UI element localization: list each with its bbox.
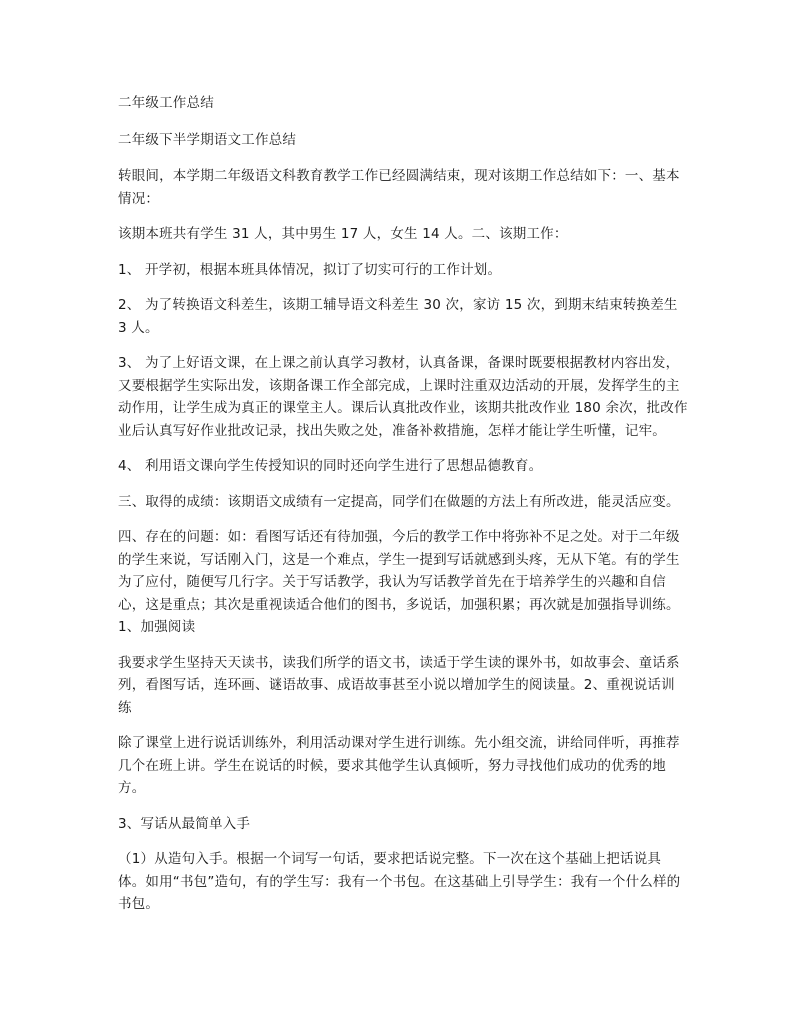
paragraph-item-1: 1、 开学初，根据本班具体情况，拟订了切实可行的工作计划。 (118, 261, 502, 278)
paragraph-speaking: 除了课堂上进行说话训练外，利用活动课对学生进行训练。先小组交流，讲给同伴听，再推荐几个在班上讲。学生在说话的时候，要求其他学生认真倾听，努力寻找他们成功的优秀的地方。 (118, 735, 680, 796)
paragraph-writing-heading: 3、写话从最简单入手 (118, 815, 251, 832)
document-subtitle: 二年级下半学期语文工作总结 (118, 131, 297, 148)
paragraph-item-4: 4、 利用语文课向学生传授知识的同时还向学生进行了思想品德教育。 (118, 458, 543, 474)
paragraph-problems: 四、存在的问题：如：看图写话还有待加强，今后的教学工作中将弥补不足之处。对于二年级的学生来说，写话刚入门，这是一个难点，学生一提到写话就感到头疼，无从下笔。有的学生为了应付，随便写几行字。关于写话教学，我认为写话教学首先在于培养学生的兴趣和自信心，这是重点；其次是重视读适合他们的图书，多说话，加强积累；再次就是加强指导训练。1、加强阅读 (118, 529, 680, 635)
paragraph-sentence-making: （1）从造句入手。根据一个词写一句话，要求把话说完整。下一次在这个基础上把话说具体。如用“书包”造句，有的学生写：我有一个书包。在这基础上引导学生：我有一个什么样的书包。 (118, 851, 681, 912)
paragraph-intro: 转眼间，本学期二年级语文科教育教学工作已经圆满结束，现对该期工作总结如下：一、基本情况： (118, 168, 680, 207)
paragraph-achievements: 三、取得的成绩：该期语文成绩有一定提高，同学们在做题的方法上有所改进，能灵活应变。 (118, 493, 680, 510)
paragraph-class-info: 该期本班共有学生 31 人，其中男生 17 人，女生 14 人。二、该期工作： (118, 226, 568, 242)
paragraph-reading: 我要求学生坚持天天读书，读我们所学的语文书，读适于学生读的课外书，如故事会、童话系列，看图写话，连环画、谜语故事、成语故事甚至小说以增加学生的阅读量。2、重视说话训练 (118, 654, 680, 716)
paragraph-item-3: 3、 为了上好语文课，在上课之前认真学习教材，认真备课，备课时既要根据教材内容出发，又要根据学生实际出发，该期备课工作全部完成，上课时注重双边活动的开展，发挥学生的主动作用，让学生成为真正的课堂主人。课后认真批改作业，该期共批改作业 180 余次，批改作业后认真写好作业批改记录，找出失败之处，准备补救措施，怎样才能让学生听懂，记牢。 (118, 355, 688, 439)
document-body (118, 92, 688, 929)
document-title: 二年级工作总结 (118, 95, 214, 111)
paragraph-item-2: 2、 为了转换语文科差生，该期工辅导语文科差生 30 次，家访 15 次，到期末结束转换差生 3 人。 (118, 297, 678, 336)
